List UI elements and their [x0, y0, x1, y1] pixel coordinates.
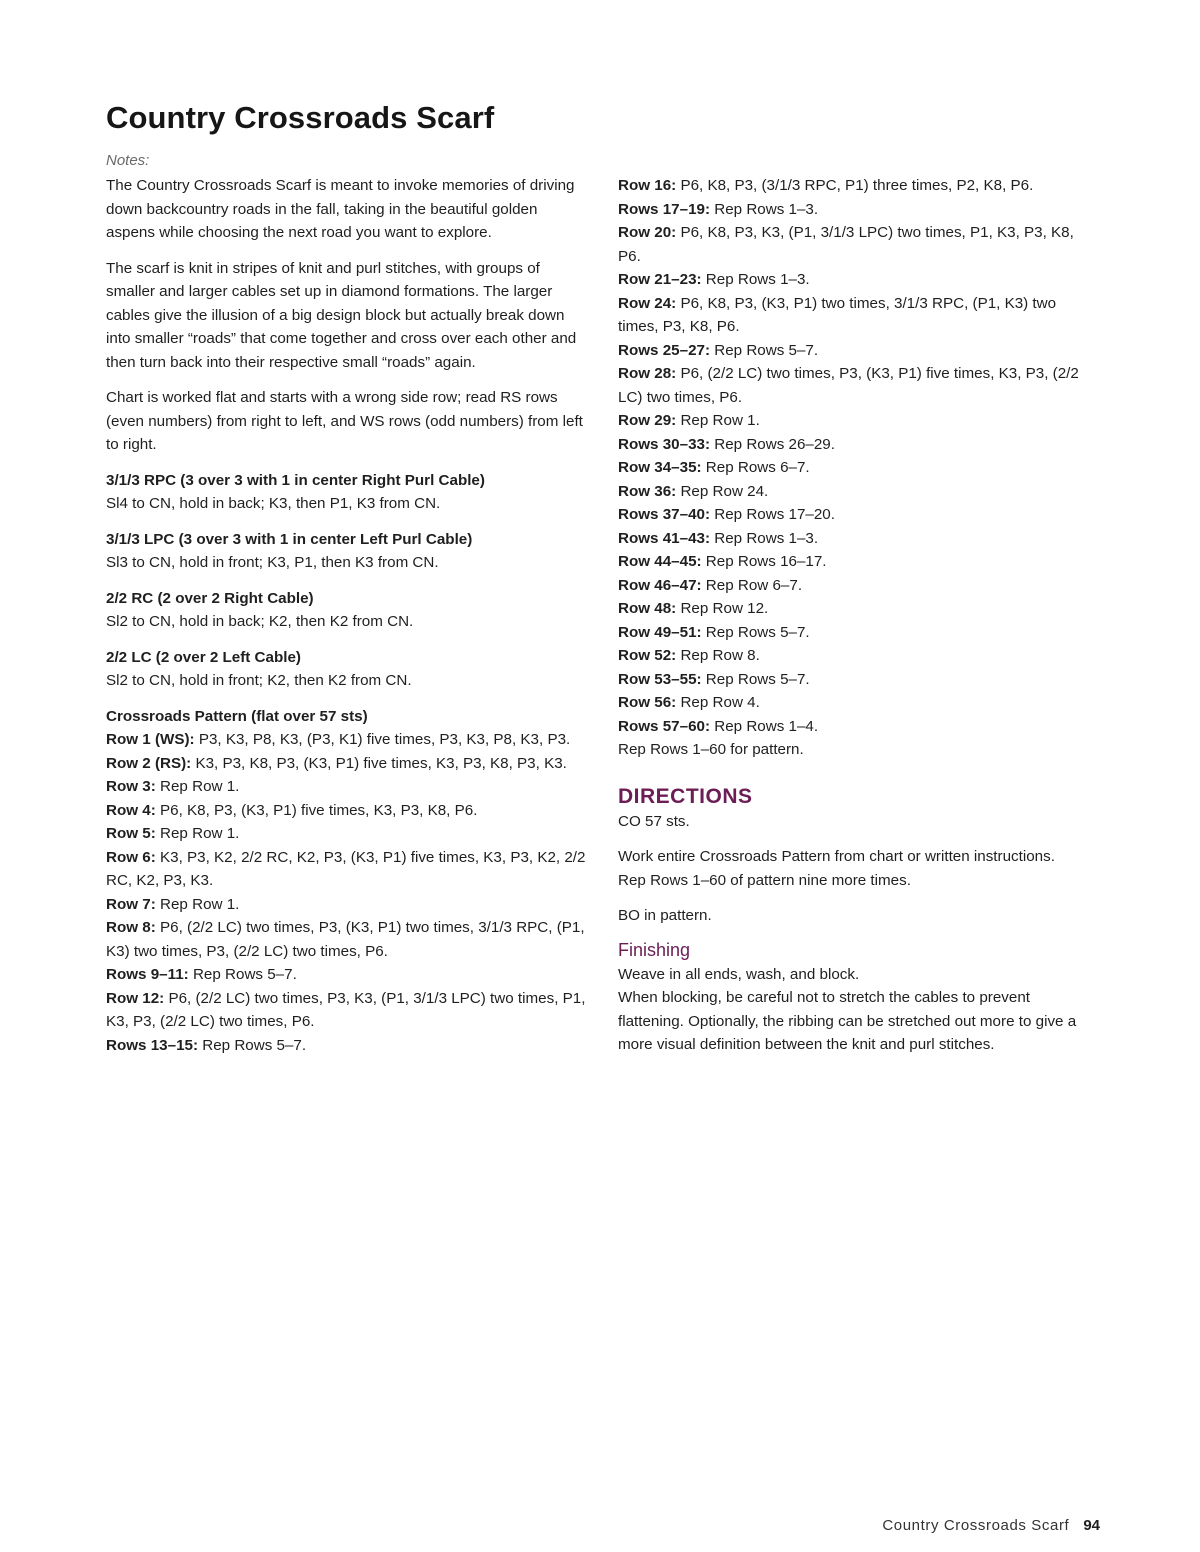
pattern-heading: Crossroads Pattern (flat over 57 sts) [106, 707, 368, 725]
right-column [618, 174, 1094, 1057]
directions-heading: DIRECTIONS [618, 784, 753, 808]
finishing-text: Weave in all ends, wash, and block. [618, 965, 860, 983]
pattern-row [618, 362, 1094, 409]
abbreviation-term: 3/1/3 RPC (3 over 3 with 1 in center Right Purl Cable) [106, 471, 485, 489]
row-label: Row 2 (RS): [106, 754, 192, 772]
pattern-row [618, 409, 1094, 433]
row-label: Row 21–23: [618, 271, 702, 288]
pattern-row [618, 621, 1094, 645]
directions-cast-on: CO 57 sts. [618, 812, 690, 830]
footer-title: Country Crossroads Scarf [882, 1517, 1070, 1534]
row-text: K3, P3, K8, P3, (K3, P1) five times, K3, P3, K8, P3, K3. [191, 754, 567, 772]
pattern-row [106, 846, 590, 893]
row-text: Rep Row 1. [676, 412, 760, 429]
row-label: Rows 13–15: [106, 1036, 199, 1054]
row-text: P6, (2/2 LC) two times, P3, (K3, P1) five times, K3, P3, (2/2 LC) two times, P6. [618, 365, 1079, 406]
pattern-row [618, 268, 1094, 292]
pattern-row [106, 963, 590, 987]
pattern-row [618, 221, 1094, 268]
row-text: Rep Rows 5–7. [188, 966, 297, 983]
abbreviation-definition: Sl4 to CN, hold in back; K3, then P1, K3 from CN. [106, 495, 441, 512]
repeat-note: Rep Rows 1–60 for pattern. [618, 741, 804, 758]
abbreviation-definition: Sl2 to CN, hold in front; K2, then K2 from CN. [106, 672, 412, 689]
row-text: Rep Row 1. [155, 825, 240, 842]
row-label: Row 16: [618, 177, 677, 194]
row-label: Row 7: [106, 895, 156, 913]
pattern-row [618, 480, 1094, 504]
row-text: Rep Rows 5–7. [710, 341, 819, 359]
pattern-row [618, 715, 1094, 739]
row-label: Row 5: [106, 825, 156, 842]
row-text: Rep Row 1. [155, 895, 240, 913]
directions-bind-off: BO in pattern. [618, 907, 712, 924]
row-text: P3, K3, P8, K3, (P3, K1) five times, P3, K3, P8, K3, P3. [194, 731, 571, 748]
row-text: Rep Row 4. [676, 694, 760, 711]
row-label: Rows 30–33: [618, 435, 711, 453]
abbreviation-term: 2/2 RC (2 over 2 Right Cable) [106, 589, 314, 607]
row-label: Rows 17–19: [618, 200, 711, 218]
row-label: Row 48: [618, 600, 677, 617]
row-text: Rep Rows 5–7. [701, 670, 810, 688]
directions-work: Work entire Crossroads Pattern from chart or written instructions. [618, 848, 1055, 865]
row-text: P6, K8, P3, (K3, P1) two times, 3/1/3 RPC, (P1, K3) two times, P3, K8, P6. [618, 294, 1057, 335]
row-label: Row 12: [106, 989, 165, 1007]
pattern-row [106, 987, 590, 1034]
row-label: Row 29: [618, 412, 677, 429]
row-label: Row 1 (WS): [106, 731, 195, 748]
row-label: Rows 25–27: [618, 341, 711, 359]
pattern-row [618, 527, 1094, 551]
abbreviation-term: 2/2 LC (2 over 2 Left Cable) [106, 648, 301, 666]
pattern-row [618, 644, 1094, 668]
notes-paragraph: The Country Crossroads Scarf is meant to invoke memories of driving down backcountry roads in the fall, taking in the beautiful golden aspens while choosing the next road you want to explore. [106, 177, 575, 241]
row-label: Row 24: [618, 294, 677, 312]
row-text: Rep Row 24. [676, 482, 769, 500]
pattern-row [618, 456, 1094, 480]
left-column [106, 174, 590, 1057]
row-label: Rows 41–43: [618, 529, 711, 547]
row-label: Row 34–35: [618, 459, 702, 476]
pattern-row [618, 174, 1094, 198]
finishing-text: When blocking, be careful not to stretch the cables to prevent flattening. Optionally, the ribbing can be stretched out more to give a more visual definition between the knit and purl stitches. [618, 989, 1077, 1053]
pattern-row [618, 574, 1094, 598]
row-text: P6, K8, P3, (3/1/3 RPC, P1) three times, P2, K8, P6. [676, 177, 1034, 194]
row-text: Rep Rows 1–4. [710, 717, 819, 735]
row-text: Rep Rows 26–29. [710, 435, 835, 453]
row-label: Rows 57–60: [618, 717, 711, 735]
row-label: Row 8: [106, 919, 156, 936]
row-label: Row 6: [106, 848, 156, 866]
row-label: Row 46–47: [618, 576, 702, 594]
pattern-row [618, 503, 1094, 527]
row-label: Row 44–45: [618, 553, 702, 570]
directions-repeat: Rep Rows 1–60 of pattern nine more times. [618, 871, 911, 889]
pattern-row [106, 799, 590, 823]
row-label: Row 28: [618, 365, 677, 382]
page-title: Country Crossroads Scarf [106, 100, 495, 135]
row-text: Rep Row 6–7. [701, 576, 803, 594]
pattern-row [618, 550, 1094, 574]
page-footer [882, 1517, 1100, 1534]
row-text: Rep Rows 16–17. [701, 553, 827, 570]
row-text: P6, (2/2 LC) two times, P3, (K3, P1) two times, 3/1/3 RPC, (P1, K3) two times, P3, (2/2 LC) two times, P6. [106, 919, 585, 960]
row-label: Row 49–51: [618, 623, 702, 641]
pattern-row [618, 433, 1094, 457]
row-label: Rows 9–11: [106, 966, 189, 983]
row-label: Row 4: [106, 801, 156, 819]
row-text: Rep Rows 17–20. [710, 506, 835, 523]
row-text: Rep Row 8. [676, 647, 760, 664]
abbreviation-definition: Sl2 to CN, hold in back; K2, then K2 from CN. [106, 613, 414, 630]
pattern-row [618, 668, 1094, 692]
pattern-row [106, 752, 590, 776]
pattern-row [618, 339, 1094, 363]
row-text: Rep Rows 1–3. [710, 529, 819, 547]
row-text: P6, K8, P3, K3, (P1, 3/1/3 LPC) two times, P1, K3, P3, K8, P6. [618, 224, 1074, 265]
pattern-row [106, 822, 590, 846]
row-label: Row 20: [618, 224, 677, 241]
row-text: Rep Row 12. [676, 600, 769, 617]
pattern-row [618, 691, 1094, 715]
pattern-row [618, 292, 1094, 339]
row-label: Row 52: [618, 647, 677, 664]
row-text: Rep Rows 1–3. [701, 271, 810, 288]
abbreviation-term: 3/1/3 LPC (3 over 3 with 1 in center Left Purl Cable) [106, 530, 473, 548]
pattern-row [618, 597, 1094, 621]
pattern-row [618, 198, 1094, 222]
page-number: 94 [1083, 1517, 1100, 1534]
row-text: P6, (2/2 LC) two times, P3, K3, (P1, 3/1/3 LPC) two times, P1, K3, P3, (2/2 LC) two times, P6. [106, 989, 586, 1030]
row-label: Row 3: [106, 778, 156, 795]
row-label: Row 56: [618, 694, 677, 711]
pattern-row [106, 1034, 590, 1058]
row-text: Rep Rows 1–3. [710, 200, 819, 218]
row-text: P6, K8, P3, (K3, P1) five times, K3, P3, K8, P6. [155, 801, 478, 819]
row-label: Row 53–55: [618, 670, 702, 688]
pattern-row [106, 775, 590, 799]
notes-paragraph: Chart is worked flat and starts with a wrong side row; read RS rows (even numbers) from right to left, and WS rows (odd numbers) from left to right. [106, 389, 583, 453]
row-text: Rep Row 1. [155, 778, 240, 795]
pattern-row [106, 916, 590, 963]
finishing-heading: Finishing [618, 939, 691, 960]
row-text: Rep Rows 5–7. [198, 1036, 307, 1054]
notes-label: Notes: [106, 152, 150, 169]
row-label: Rows 37–40: [618, 506, 711, 523]
pattern-row [106, 728, 590, 752]
row-text: Rep Rows 5–7. [701, 623, 810, 641]
abbreviation-definition: Sl3 to CN, hold in front; K3, P1, then K3 from CN. [106, 554, 439, 571]
row-label: Row 36: [618, 482, 677, 500]
notes-paragraph: The scarf is knit in stripes of knit and purl stitches, with groups of smaller and larger cables set up in diamond formations. The larger cables give the illusion of a big design block but actually break down into smaller “roads” that come together and cross over each other and then turn back into their respective small “roads” again. [106, 259, 577, 371]
pattern-row [106, 893, 590, 917]
row-text: Rep Rows 6–7. [701, 459, 810, 476]
row-text: K3, P3, K2, 2/2 RC, K2, P3, (K3, P1) five times, K3, P3, K2, 2/2 RC, K2, P3, K3. [106, 848, 586, 889]
